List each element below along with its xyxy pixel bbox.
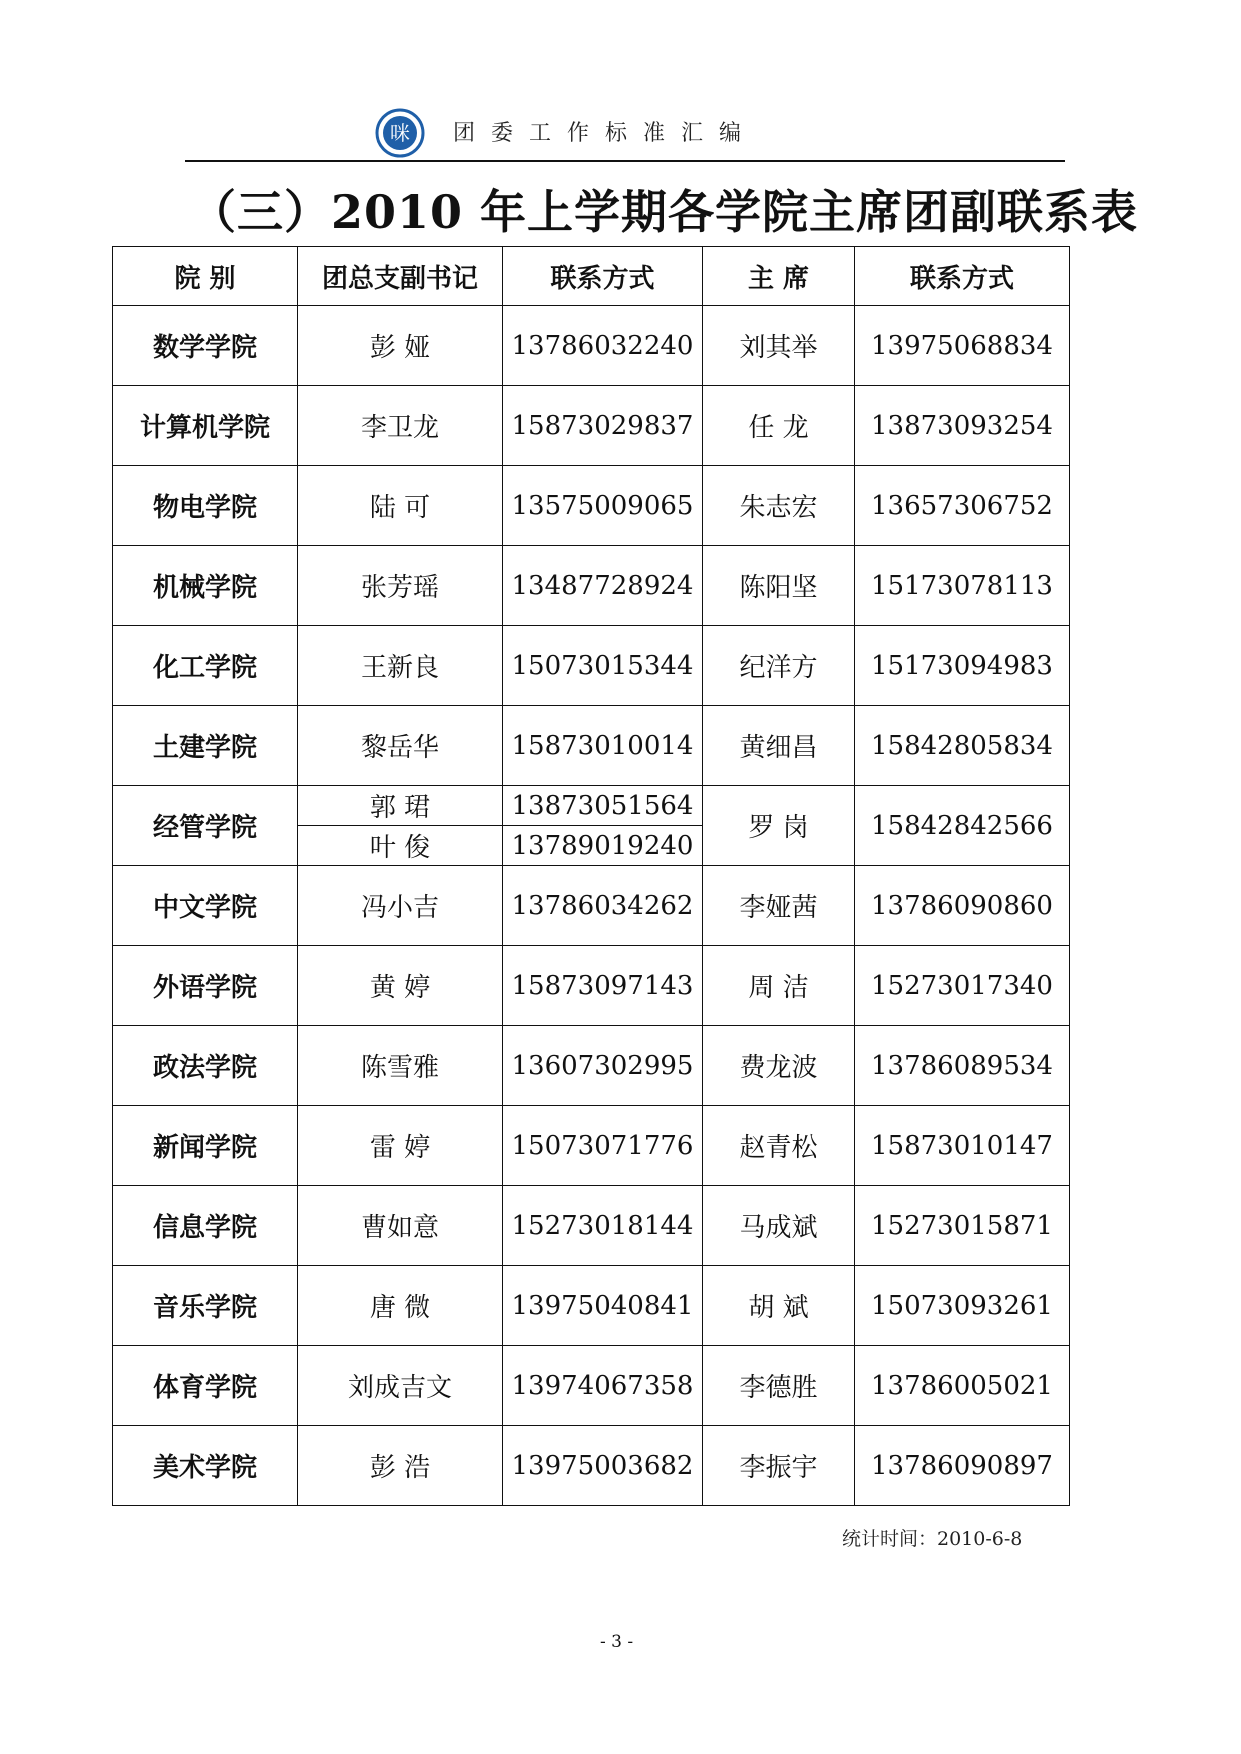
chair-cell: 黄细昌 xyxy=(703,706,855,786)
chair-cell: 赵青松 xyxy=(703,1106,855,1186)
college-cell: 计算机学院 xyxy=(113,386,298,466)
secretary-cell: 黎岳华 xyxy=(298,706,503,786)
table-row xyxy=(113,1026,1070,1106)
secretary-cell: 雷 婷 xyxy=(298,1106,503,1186)
chair-phone-cell: 13873093254 xyxy=(855,386,1070,466)
chair-phone-cell: 15273015871 xyxy=(855,1186,1070,1266)
chair-cell: 李振宇 xyxy=(703,1426,855,1506)
chair-phone-cell: 13786090860 xyxy=(855,866,1070,946)
secretary-cell: 叶 俊 xyxy=(298,826,503,866)
contacts-table xyxy=(112,246,1070,1506)
table-header-row xyxy=(113,247,1070,306)
table-row xyxy=(113,866,1070,946)
chair-cell: 刘其举 xyxy=(703,306,855,386)
table-row xyxy=(113,706,1070,786)
chair-phone-cell: 15842842566 xyxy=(855,786,1070,866)
chair-cell: 周 洁 xyxy=(703,946,855,1026)
secretary-phone-cell: 15073015344 xyxy=(503,626,703,706)
university-logo-icon xyxy=(375,108,425,158)
secretary-phone-cell: 15873010014 xyxy=(503,706,703,786)
college-cell: 化工学院 xyxy=(113,626,298,706)
table-row xyxy=(113,626,1070,706)
chair-cell: 李娅茜 xyxy=(703,866,855,946)
table-row xyxy=(113,1426,1070,1506)
chair-phone-cell: 13786005021 xyxy=(855,1346,1070,1426)
chair-cell: 纪洋方 xyxy=(703,626,855,706)
chair-cell: 陈阳坚 xyxy=(703,546,855,626)
page-title: （三）2010 年上学期各学院主席团副联系表 xyxy=(190,185,1139,239)
secretary-phone-cell: 13975040841 xyxy=(503,1266,703,1346)
chair-cell: 罗 岗 xyxy=(703,786,855,866)
secretary-cell: 李卫龙 xyxy=(298,386,503,466)
chair-phone-cell: 15173078113 xyxy=(855,546,1070,626)
secretary-cell: 唐 微 xyxy=(298,1266,503,1346)
college-cell: 机械学院 xyxy=(113,546,298,626)
college-cell: 美术学院 xyxy=(113,1426,298,1506)
secretary-phone-cell: 13786032240 xyxy=(503,306,703,386)
table-row xyxy=(113,1106,1070,1186)
chair-cell: 李德胜 xyxy=(703,1346,855,1426)
college-cell: 外语学院 xyxy=(113,946,298,1026)
table-row xyxy=(113,946,1070,1026)
chair-phone-cell: 15073093261 xyxy=(855,1266,1070,1346)
secretary-cell: 冯小吉 xyxy=(298,866,503,946)
table-body xyxy=(113,306,1070,1506)
secretary-phone-cell: 13487728924 xyxy=(503,546,703,626)
chair-phone-cell: 13786089534 xyxy=(855,1026,1070,1106)
column-header-chair-phone: 联系方式 xyxy=(855,247,1070,306)
secretary-cell: 彭 娅 xyxy=(298,306,503,386)
secretary-phone-cell: 15073071776 xyxy=(503,1106,703,1186)
table-row xyxy=(113,546,1070,626)
college-cell: 音乐学院 xyxy=(113,1266,298,1346)
table-row xyxy=(113,1266,1070,1346)
chair-phone-cell: 13657306752 xyxy=(855,466,1070,546)
chair-phone-cell: 15173094983 xyxy=(855,626,1070,706)
secretary-phone-cell: 15873029837 xyxy=(503,386,703,466)
table-row xyxy=(113,306,1070,386)
chair-phone-cell: 13786090897 xyxy=(855,1426,1070,1506)
college-cell: 物电学院 xyxy=(113,466,298,546)
secretary-phone-cell: 15873097143 xyxy=(503,946,703,1026)
secretary-phone-cell: 13975003682 xyxy=(503,1426,703,1506)
chair-phone-cell: 13975068834 xyxy=(855,306,1070,386)
logo-mark: 咪 xyxy=(390,121,410,145)
secretary-cell: 曹如意 xyxy=(298,1186,503,1266)
college-cell: 经管学院 xyxy=(113,786,298,866)
college-cell: 新闻学院 xyxy=(113,1106,298,1186)
header-title: 团委工作标准汇编 xyxy=(453,121,758,146)
secretary-phone-cell: 15273018144 xyxy=(503,1186,703,1266)
college-cell: 政法学院 xyxy=(113,1026,298,1106)
chair-cell: 任 龙 xyxy=(703,386,855,466)
table-row xyxy=(113,1186,1070,1266)
secretary-cell: 刘成吉文 xyxy=(298,1346,503,1426)
chair-cell: 朱志宏 xyxy=(703,466,855,546)
chair-cell: 胡 斌 xyxy=(703,1266,855,1346)
college-cell: 数学学院 xyxy=(113,306,298,386)
column-header-secretary-phone: 联系方式 xyxy=(503,247,703,306)
secretary-cell: 黄 婷 xyxy=(298,946,503,1026)
secretary-phone-cell: 13607302995 xyxy=(503,1026,703,1106)
page-header xyxy=(185,102,1065,164)
table-row xyxy=(113,386,1070,466)
secretary-phone-cell: 13789019240 xyxy=(503,826,703,866)
secretary-phone-cell: 13873051564 xyxy=(503,786,703,826)
secretary-phone-cell: 13974067358 xyxy=(503,1346,703,1426)
secretary-phone-cell: 13786034262 xyxy=(503,866,703,946)
chair-cell: 费龙波 xyxy=(703,1026,855,1106)
secretary-cell: 彭 浩 xyxy=(298,1426,503,1506)
statistics-date: 统计时间：2010-6-8 xyxy=(842,1528,1023,1550)
college-cell: 中文学院 xyxy=(113,866,298,946)
college-cell: 土建学院 xyxy=(113,706,298,786)
college-cell: 体育学院 xyxy=(113,1346,298,1426)
secretary-cell: 郭 珺 xyxy=(298,786,503,826)
chair-phone-cell: 15273017340 xyxy=(855,946,1070,1026)
header-rule xyxy=(185,160,1065,162)
secretary-cell: 王新良 xyxy=(298,626,503,706)
column-header-secretary: 团总支副书记 xyxy=(298,247,503,306)
table-row xyxy=(113,786,1070,826)
table-row xyxy=(113,466,1070,546)
table-row xyxy=(113,1346,1070,1426)
column-header-chair: 主 席 xyxy=(703,247,855,306)
secretary-cell: 陈雪雅 xyxy=(298,1026,503,1106)
column-header-college: 院 别 xyxy=(113,247,298,306)
secretary-cell: 陆 可 xyxy=(298,466,503,546)
secretary-cell: 张芳瑶 xyxy=(298,546,503,626)
secretary-phone-cell: 13575009065 xyxy=(503,466,703,546)
chair-phone-cell: 15873010147 xyxy=(855,1106,1070,1186)
chair-cell: 马成斌 xyxy=(703,1186,855,1266)
chair-phone-cell: 15842805834 xyxy=(855,706,1070,786)
page-number: - 3 - xyxy=(600,1632,634,1652)
college-cell: 信息学院 xyxy=(113,1186,298,1266)
